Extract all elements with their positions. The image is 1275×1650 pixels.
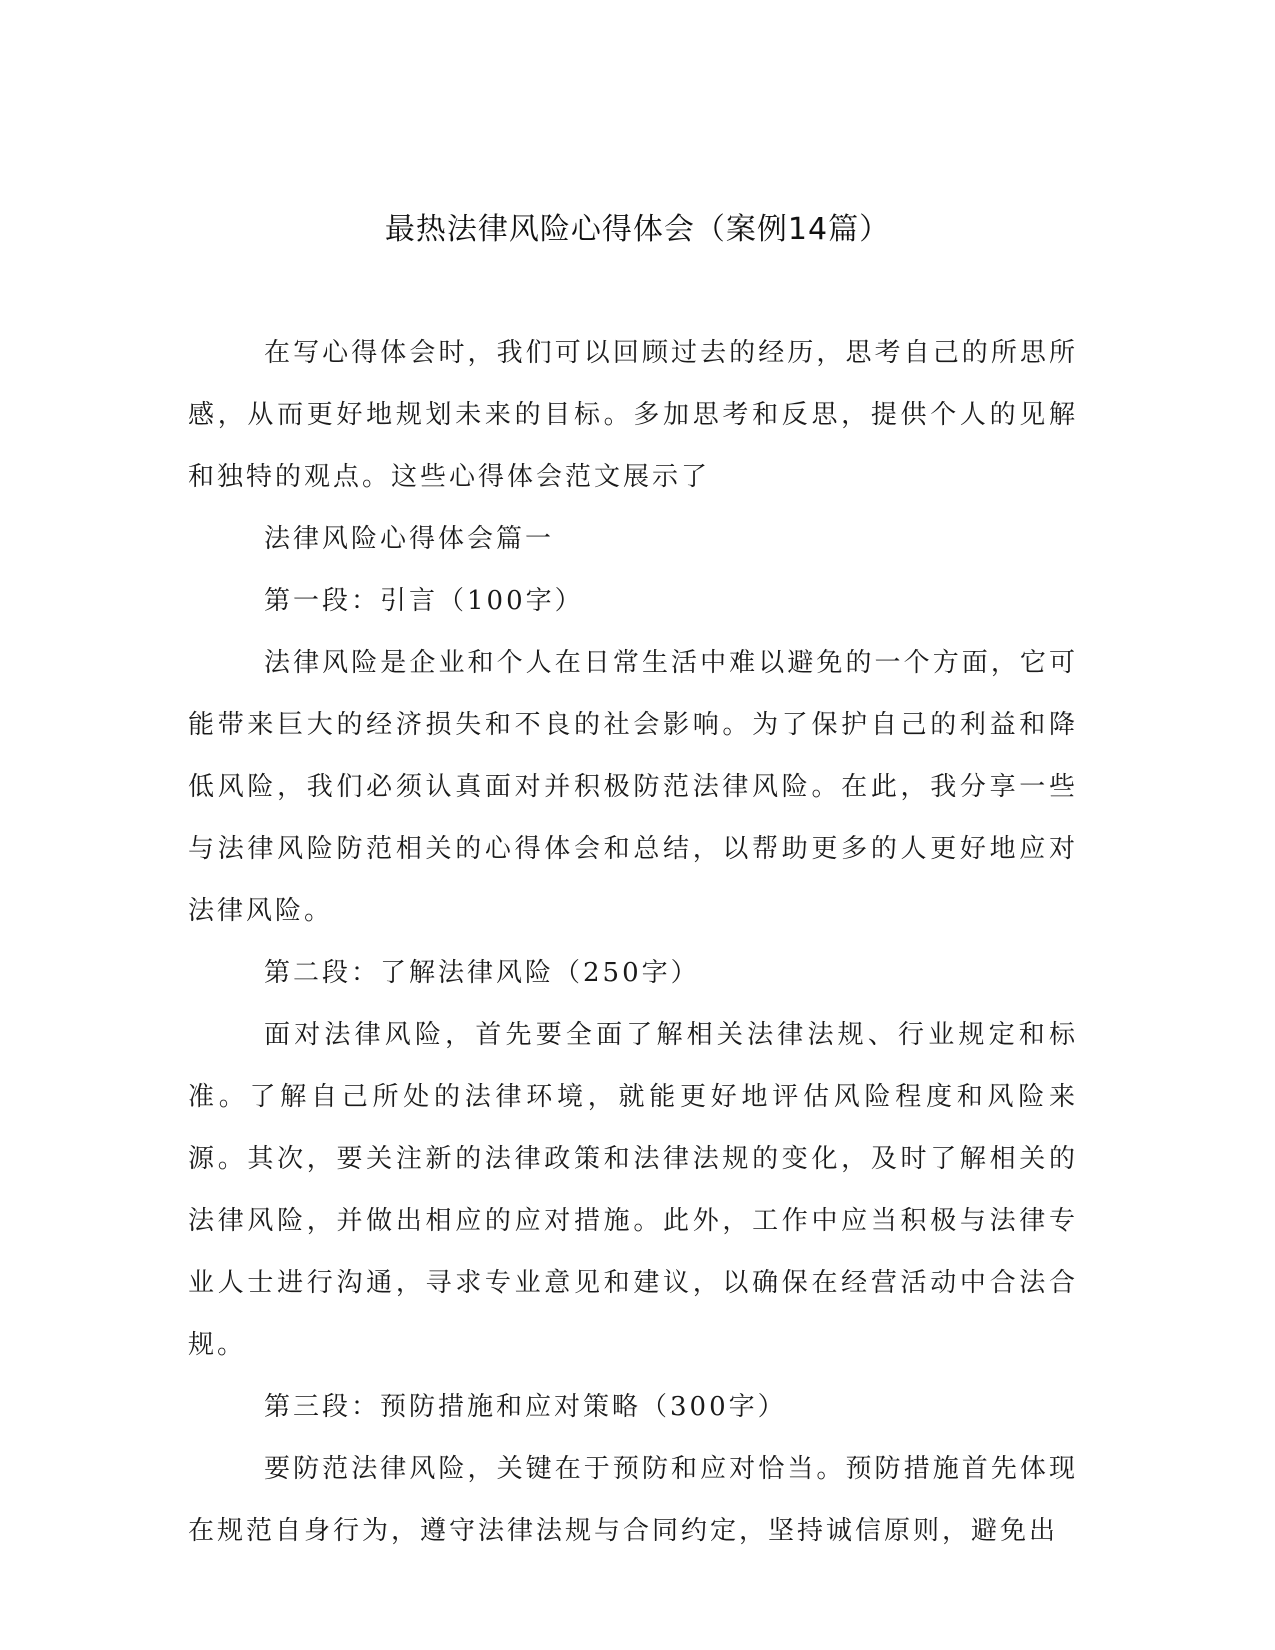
section-heading-understanding-risk: 第二段：了解法律风险（250字） xyxy=(264,958,700,988)
document-body xyxy=(188,322,1078,1562)
intro-paragraph: 在写心得体会时，我们可以回顾过去的经历，思考自己的所思所感，从而更好地规划未来的目标。多加思考和反思，提供个人的见解和独特的观点。这些心得体会范文展示了 xyxy=(188,338,1078,492)
body-paragraph-understanding-risk: 面对法律风险，首先要全面了解相关法律法规、行业规定和标准。了解自己所处的法律环境，就能更好地评估风险程度和风险来源。其次，要关注新的法律政策和法律法规的变化，及时了解相关的法律风险，并做出相应的应对措施。此外，工作中应当积极与法律专业人士进行沟通，寻求专业意见和建议，以确保在经营活动中合法合规。 xyxy=(188,1020,1078,1360)
section-heading-introduction: 第一段：引言（100字） xyxy=(264,586,584,616)
body-paragraph-prevention: 要防范法律风险，关键在于预防和应对恰当。预防措施首先体现在规范自身行为，遵守法律法规与合同约定，坚持诚信原则，避免出 xyxy=(188,1454,1078,1546)
section-heading-part-one: 法律风险心得体会篇一 xyxy=(264,524,555,554)
section-heading-prevention: 第三段：预防措施和应对策略（300字） xyxy=(264,1392,787,1422)
body-paragraph-introduction: 法律风险是企业和个人在日常生活中难以避免的一个方面，它可能带来巨大的经济损失和不良的社会影响。为了保护自己的利益和降低风险，我们必须认真面对并积极防范法律风险。在此，我分享一些与法律风险防范相关的心得体会和总结，以帮助更多的人更好地应对法律风险。 xyxy=(188,648,1078,926)
document-title: 最热法律风险心得体会（案例14篇） xyxy=(384,212,891,247)
